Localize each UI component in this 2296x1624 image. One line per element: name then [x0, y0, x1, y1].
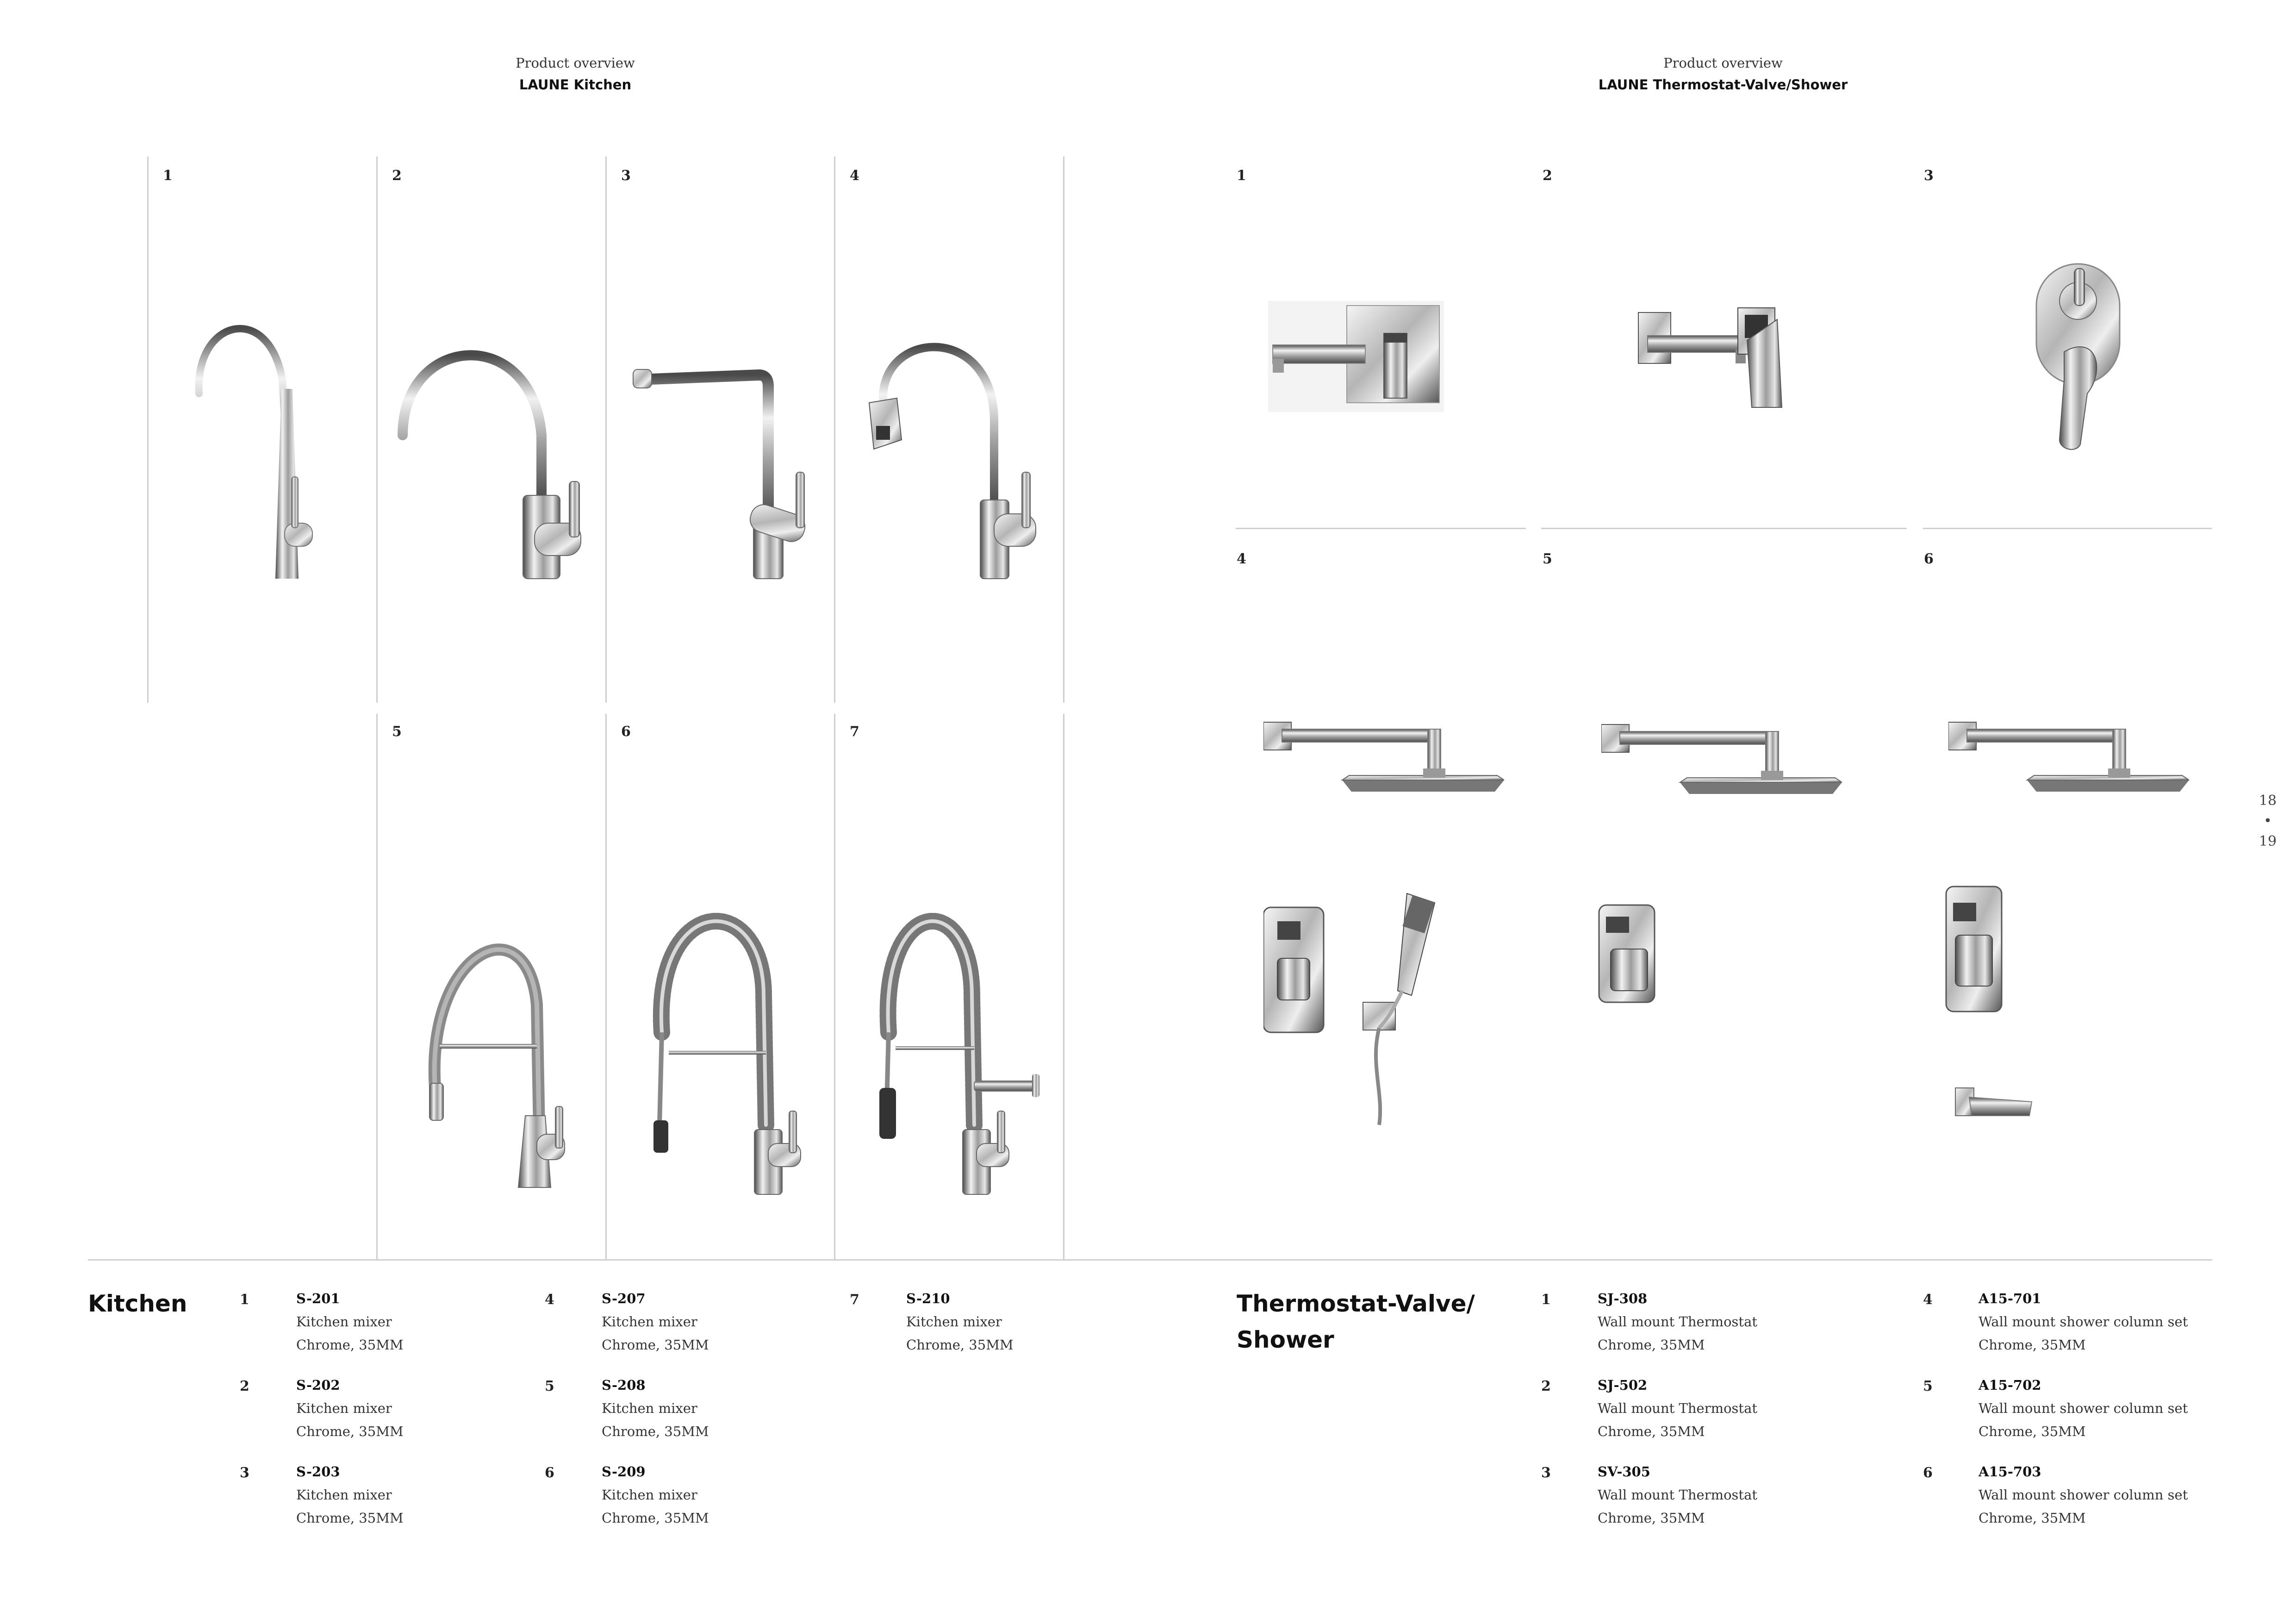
item-code: S-208 — [602, 1377, 646, 1393]
item-finish: Chrome, 35MM — [296, 1424, 404, 1439]
kitchen-faucet-image — [643, 903, 819, 1199]
shower-grid-number: 6 — [1924, 551, 1934, 567]
kitchen-item-number: 2 — [240, 1378, 249, 1394]
item-code: A15-703 — [1979, 1464, 2041, 1480]
bottom-divider — [88, 1259, 2212, 1261]
item-finish: Chrome, 35MM — [1979, 1510, 2086, 1526]
item-finish: Chrome, 35MM — [602, 1337, 709, 1353]
kitchen-item — [906, 1287, 1014, 1356]
kitchen-grid-divider — [1063, 714, 1064, 1260]
shower-item-number: 3 — [1541, 1465, 1551, 1481]
kitchen-grid-divider — [834, 714, 835, 1260]
shower-grid-divider — [1541, 528, 1907, 529]
item-finish: Chrome, 35MM — [602, 1424, 709, 1439]
shower-valve-image — [1944, 884, 2036, 1125]
shower-item — [1598, 1460, 1757, 1530]
page-number-separator: • — [2264, 813, 2272, 829]
shower-section-title — [1237, 1286, 1475, 1358]
item-description: Kitchen mixer — [602, 1314, 697, 1330]
kitchen-faucet-image — [421, 921, 583, 1190]
item-description: Wall mount shower column set — [1979, 1314, 2188, 1330]
kitchen-grid-divider — [147, 156, 149, 703]
item-finish: Chrome, 35MM — [296, 1337, 404, 1353]
item-description: Wall mount Thermostat — [1598, 1400, 1758, 1416]
shower-section-title-line2: Shower — [1237, 1326, 1334, 1353]
kitchen-faucet-image — [185, 296, 356, 583]
kitchen-grid-divider — [376, 714, 378, 1260]
item-finish: Chrome, 35MM — [1598, 1337, 1705, 1353]
kitchen-overview-title: LAUNE Kitchen — [519, 76, 632, 93]
thermostat-valve-image — [1268, 301, 1444, 412]
kitchen-item — [602, 1460, 709, 1530]
shower-head-image — [1601, 718, 1842, 801]
item-code: A15-701 — [1979, 1291, 2041, 1306]
shower-item-number: 6 — [1923, 1465, 1933, 1481]
item-code: SV-305 — [1598, 1464, 1650, 1480]
kitchen-grid-number: 2 — [392, 168, 402, 184]
shower-item — [1979, 1374, 2188, 1443]
shower-valve-image — [1263, 889, 1458, 1130]
item-finish: Chrome, 35MM — [906, 1337, 1014, 1353]
item-code: SJ-308 — [1598, 1291, 1648, 1306]
shower-overview-subtitle: Product overview — [1663, 55, 1783, 71]
item-code: S-209 — [602, 1464, 646, 1480]
kitchen-grid-number: 1 — [163, 168, 173, 184]
shower-item-number: 4 — [1923, 1292, 1933, 1308]
item-description: Wall mount shower column set — [1979, 1487, 2188, 1503]
thermostat-valve-image — [1634, 303, 1810, 414]
kitchen-grid-divider — [834, 156, 835, 703]
kitchen-faucet-image — [870, 903, 1046, 1199]
item-description: Kitchen mixer — [602, 1400, 697, 1416]
item-finish: Chrome, 35MM — [296, 1510, 404, 1526]
shower-grid-divider — [1236, 528, 1526, 529]
item-code: A15-702 — [1979, 1377, 2041, 1393]
shower-head-image — [1948, 715, 2189, 799]
shower-grid-number: 2 — [1543, 168, 1552, 184]
kitchen-grid-divider — [376, 156, 378, 703]
kitchen-overview-header — [344, 53, 807, 96]
item-finish: Chrome, 35MM — [1598, 1510, 1705, 1526]
item-finish: Chrome, 35MM — [1979, 1424, 2086, 1439]
item-description: Kitchen mixer — [906, 1314, 1002, 1330]
kitchen-faucet-image — [855, 329, 1054, 583]
shower-grid-number: 3 — [1924, 168, 1934, 184]
item-description: Kitchen mixer — [296, 1487, 392, 1503]
kitchen-faucet-image — [629, 352, 824, 583]
kitchen-item — [602, 1287, 709, 1356]
shower-item — [1598, 1374, 1757, 1443]
item-description: Kitchen mixer — [296, 1314, 392, 1330]
item-finish: Chrome, 35MM — [1979, 1337, 2086, 1353]
page-number-left: 18 — [2259, 793, 2277, 809]
shower-item — [1979, 1460, 2188, 1530]
kitchen-grid-number: 5 — [392, 724, 402, 740]
kitchen-item-number: 1 — [240, 1292, 249, 1308]
kitchen-grid-number: 4 — [850, 168, 859, 184]
shower-valve-image — [1597, 903, 1661, 1005]
kitchen-faucet-image — [393, 333, 597, 583]
shower-item — [1598, 1287, 1757, 1356]
kitchen-item-number: 7 — [850, 1292, 859, 1308]
kitchen-grid-number: 6 — [621, 724, 631, 740]
kitchen-item-number: 5 — [545, 1378, 554, 1394]
kitchen-grid-number: 7 — [850, 724, 859, 740]
item-description: Wall mount Thermostat — [1598, 1314, 1758, 1330]
kitchen-grid-divider — [1063, 156, 1064, 703]
kitchen-overview-subtitle: Product overview — [516, 55, 635, 71]
kitchen-item-number: 3 — [240, 1465, 249, 1481]
kitchen-section-title: Kitchen — [88, 1290, 187, 1317]
kitchen-item-number: 6 — [545, 1465, 554, 1481]
shower-section-title-line1: Thermostat-Valve/ — [1237, 1290, 1475, 1317]
item-code: S-202 — [296, 1377, 340, 1393]
item-code: SJ-502 — [1598, 1377, 1648, 1393]
kitchen-item — [296, 1460, 404, 1530]
item-code: S-207 — [602, 1291, 646, 1306]
kitchen-grid-number: 3 — [621, 168, 631, 184]
kitchen-item — [296, 1287, 404, 1356]
kitchen-item — [602, 1374, 709, 1443]
shower-overview-title: LAUNE Thermostat-Valve/Shower — [1598, 76, 1848, 93]
item-description: Wall mount Thermostat — [1598, 1487, 1758, 1503]
shower-grid-number: 4 — [1237, 551, 1246, 567]
shower-item-number: 5 — [1923, 1378, 1933, 1394]
item-finish: Chrome, 35MM — [1598, 1424, 1705, 1439]
kitchen-item-number: 4 — [545, 1292, 554, 1308]
thermostat-valve-image — [2032, 259, 2124, 454]
item-code: S-203 — [296, 1464, 340, 1480]
shower-grid-number: 5 — [1543, 551, 1552, 567]
item-finish: Chrome, 35MM — [602, 1510, 709, 1526]
shower-item-number: 1 — [1541, 1292, 1551, 1308]
item-description: Wall mount shower column set — [1979, 1400, 2188, 1416]
kitchen-item — [296, 1374, 404, 1443]
shower-grid-number: 1 — [1237, 168, 1246, 184]
shower-head-image — [1263, 715, 1504, 799]
item-description: Kitchen mixer — [296, 1400, 392, 1416]
shower-overview-header — [1492, 53, 1954, 96]
page-number-right: 19 — [2259, 833, 2277, 849]
shower-grid-divider — [1923, 528, 2212, 529]
item-code: S-201 — [296, 1291, 340, 1306]
shower-item — [1979, 1287, 2188, 1356]
page-numbers — [2254, 791, 2282, 852]
item-description: Kitchen mixer — [602, 1487, 697, 1503]
shower-item-number: 2 — [1541, 1378, 1551, 1394]
item-code: S-210 — [906, 1291, 950, 1306]
kitchen-grid-divider — [605, 714, 607, 1260]
kitchen-grid-divider — [605, 156, 607, 703]
